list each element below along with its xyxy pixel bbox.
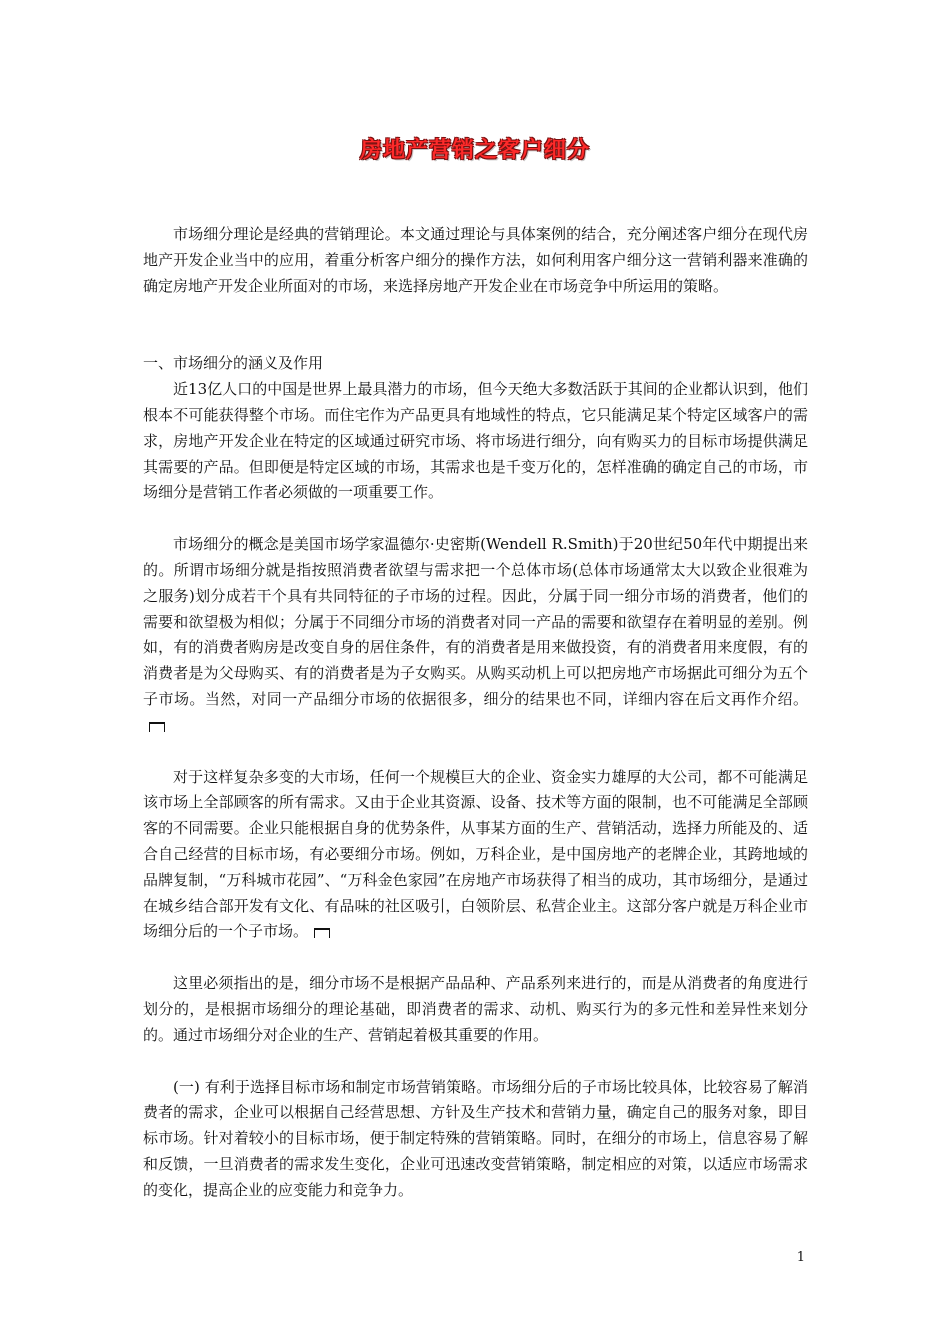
spacer [143,506,808,532]
spacer [143,739,808,765]
paragraph-2-text: 市场细分的概念是美国市场学家温德尔·史密斯(Wendell R.Smith)于20世纪50年代中期提出来的。所谓市场细分就是指按照消费者欲望与需求把一个总体市场(总体市场通常太大以致企业很难为之服务)划分成若干个具有共同特征的子市场的过程。因此，分属于同一细分市场的消费者，他们的需要和欲望极为相似；分属于不同细分市场的消费者对同一产品的需要和欲望存在着明显的差别。例如，有的消费者购房是改变自身的居住条件，有的消费者是用来做投资，有的消费者用来度假，有的消费者是为父母购买、有的消费者是为子女购买。从购买动机上可以把房地产市场据此可细分为五个子市场。当然，对同一产品细分市场的依据很多，细分的结果也不同，详细内容在后文再作介绍。 [143,535,808,708]
paragraph-3-text: 对于这样复杂多变的大市场，任何一个规模巨大的企业、资金实力雄厚的大公司，都不可能满足该市场上全部顾客的所有需求。又由于企业其资源、设备、技术等方面的限制，也不可能满足全部顾客的不同需要。企业只能根据自身的优势条件，从事某方面的生产、营销活动，选择力所能及的、适合自己经营的目标市场，有必要细分市场。例如，万科企业，是中国房地产的老牌企业，其跨地域的品牌复制，“万科城市花园”、“万科金色家园”在房地产市场获得了相当的成功，其市场细分，是通过在城乡结合部开发有文化、有品味的社区吸引，白领阶层、私营企业主。这部分客户就是万科企业市场细分后的一个子市场。 [143,767,808,941]
spacer [143,299,808,351]
footnote-mark-icon [149,722,165,732]
paragraph-1: 近13亿人口的中国是世界上最具潜力的市场，但今天绝大多数活跃于其间的企业都认识到，他们根本不可能获得整个市场。而住宅作为产品更具有地域性的特点，它只能满足某个特定区域客户的需求，房地产开发企业在特定的区域通过研究市场、将市场进行细分，向有购买力的目标市场提供满足其需要的产品。但即便是特定区域的市场，其需求也是千变万化的，怎样准确的确定自己的市场，市场细分是营销工作者必须做的一项重要工作。 [143,380,808,502]
document-title: 房地产营销之客户细分 [359,138,590,163]
section-heading: 一、市场细分的涵义及作用 [143,354,324,373]
spacer [143,1049,808,1075]
footnote-mark-icon [314,928,330,938]
paragraph-2 [143,532,808,738]
document-body [143,222,808,1204]
page-number: 1 [796,1250,805,1265]
intro-paragraph: 市场细分理论是经典的营销理论。本文通过理论与具体案例的结合，充分阐述客户细分在现代房地产开发企业当中的应用，着重分析客户细分的操作方法，如何利用客户细分这一营销利器来准确的确定房地产开发企业所面对的市场，来选择房地产开发企业在市场竞争中所运用的策略。 [143,225,808,295]
paragraph-3 [143,765,808,946]
spacer [143,945,808,971]
paragraph-5: (一) 有利于选择目标市场和制定市场营销策略。市场细分后的子市场比较具体，比较容易了解消费者的需求，企业可以根据自己经营思想、方针及生产技术和营销力量，确定自己的服务对象，即目标市场。针对着较小的目标市场，便于制定特殊的营销策略。同时，在细分的市场上，信息容易了解和反馈，一旦消费者的需求发生变化，企业可迅速改变营销策略，制定相应的对策，以适应市场需求的变化，提高企业的应变能力和竞争力。 [143,1077,808,1199]
paragraph-4: 这里必须指出的是，细分市场不是根据产品品种、产品系列来进行的，而是从消费者的角度进行划分的，是根据市场细分的理论基础，即消费者的需求、动机、购买行为的多元性和差异性来划分的。通过市场细分对企业的生产、营销起着极其重要的作用。 [143,974,808,1044]
